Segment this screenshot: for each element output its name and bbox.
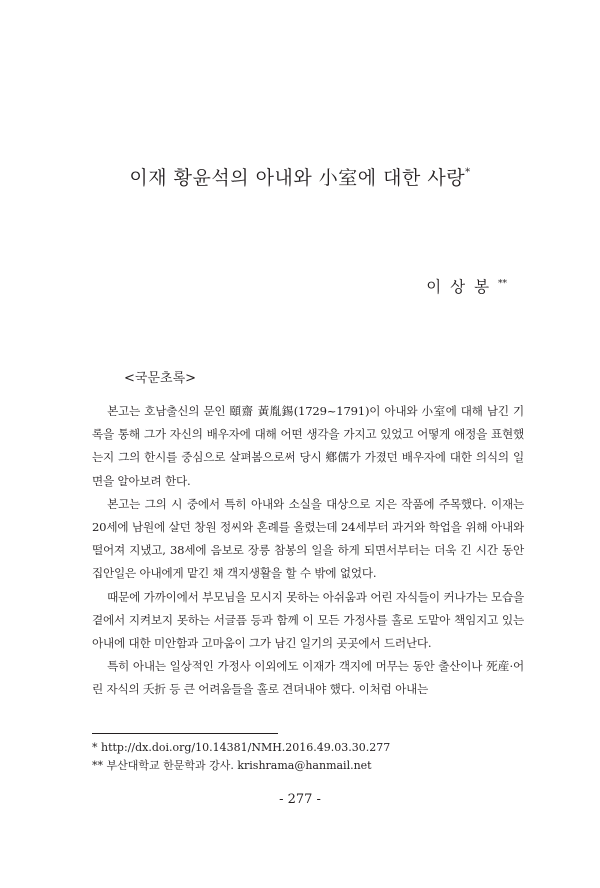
abstract-heading: <국문초록> [124,371,197,386]
abstract-paragraph: 때문에 가까이에서 부모님을 모시지 못하는 아쉬움과 어린 자식들이 커나가는 모습을 곁에서 지켜보지 못하는 서글픔 등과 함께 이 모든 가정사를 홀로 도맡아 책임지고 있는 아내에 대한 미안함과 고마움이 그가 남긴 일기의 곳곳에서 드러난다. [92,589,524,651]
title-footnote-mark: * [465,166,471,178]
author-name [426,275,507,297]
footnote-divider [92,733,278,734]
abstract-paragraph: 특히 아내는 일상적인 가정사 이외에도 이재가 객지에 머무는 동안 출산이나 死産·어린 자식의 夭折 등 큰 어려움들을 홀로 견뎌내야 했다. 이처럼 아내는 [92,659,524,697]
article-title [0,163,600,190]
author-footnote-mark: ** [498,278,507,289]
article-title-text: 이재 황윤석의 아내와 小室에 대한 사랑 [129,167,466,189]
footnote-author-affiliation: ** 부산대학교 한문학과 강사. krishrama@hanmail.net [92,759,372,772]
abstract-paragraph: 본고는 호남출신의 문인 頤齋 黃胤錫(1729~1791)이 아내와 小室에 대해 남긴 기록을 통해 그가 자신의 배우자에 대해 어떤 생각을 가지고 있었고 어떻게 애정을 표현했는지 그의 한시를 중심으로 살펴봄으로써 당시 鄕儒가 가졌던 배우자에 대한 의식의 일면을 알아보려 한다. [92,404,524,488]
abstract-paragraph: 본고는 그의 시 중에서 특히 아내와 소실을 대상으로 지은 작품에 주목했다. 이재는 20세에 남원에 살던 창원 정씨와 혼례를 올렸는데 24세부터 과거와 학업을 위해 아내와 떨어져 지냈고, 38세에 음보로 장릉 참봉의 일을 하게 되면서부터는 더욱 긴 시간 동안 집안일은 아내에게 맡긴 채 객지생활을 할 수 밖에 없었다. [92,496,524,581]
footnotes [92,739,532,775]
page-number: - 277 - [279,792,321,807]
abstract-body [92,400,524,702]
author-name-text: 이 상 봉 [426,278,492,296]
footnote-doi: * http://dx.doi.org/10.14381/NMH.2016.49.03.30.277 [92,741,391,754]
